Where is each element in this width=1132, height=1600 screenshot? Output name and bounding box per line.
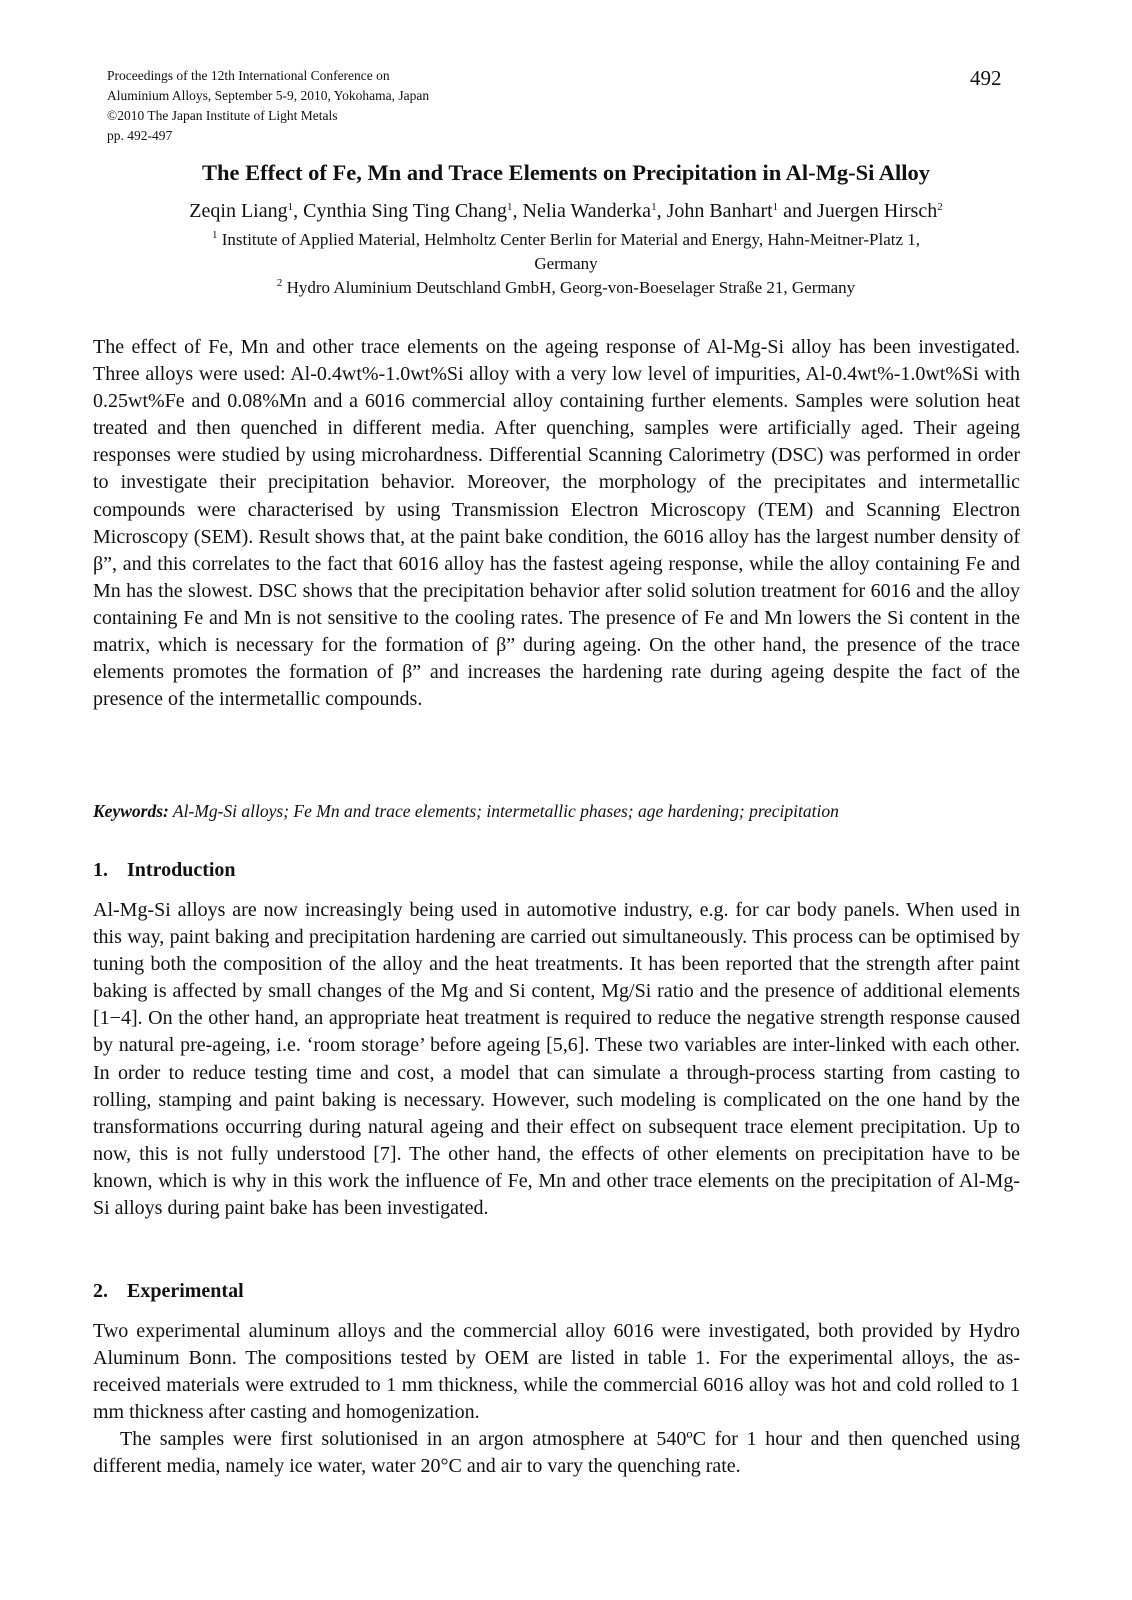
affiliation-1-country: Germany	[534, 254, 598, 273]
section-title: Introduction	[127, 859, 236, 881]
author-affiliation-mark: 1	[651, 201, 657, 213]
proceedings-line: Proceedings of the 12th International Conference on	[107, 68, 390, 83]
keywords-text: Al-Mg-Si alloys; Fe Mn and trace elements; intermetallic phases; age hardening; precipitation	[172, 801, 839, 821]
paragraph: Al-Mg-Si alloys are now increasingly being used in automotive industry, e.g. for car body panels. When used in this way, paint baking and precipitation hardening are carried out simultaneously. This process can be optimised by tuning both the composition of the alloy and the heat treatments. It has been reported that the strength after paint baking is affected by small changes of the Mg and Si content, Mg/Si ratio and the presence of additional elements [1−4]. On the other hand, an appropriate heat treatment is required to reduce the negative strength response caused by natural pre-ageing, i.e. ‘room storage’ before ageing [5,6]. These two variables are inter-linked with each other. In order to reduce testing time and cost, a model that can simulate a through-process starting from casting to rolling, stamping and paint baking is necessary. However, such modeling is complicated on the one hand by the transformations occurring during natural ageing and their effect on subsequent trace element precipitation. Up to now, this is not fully understood [7]. The other hand, the effects of other elements on precipitation have to be known, which is why in this work the influence of Fe, Mn and other trace elements on the precipitation of Al-Mg-Si alloys during paint bake has been investigated.	[93, 899, 1020, 1220]
introduction-body	[93, 897, 1020, 1222]
affiliation-mark: 2	[276, 277, 283, 289]
section-number: 2.	[93, 1280, 108, 1302]
author-affiliation-mark: 1	[287, 201, 294, 213]
paragraph: The samples were first solutionised in an argon atmosphere at 540ºC for 1 hour and then quenched using different media, namely ice water, water 20°C and air to vary the quenching rate.	[93, 1428, 1020, 1478]
author-affiliation-mark: 1	[772, 201, 779, 213]
section-heading-introduction	[93, 859, 236, 882]
affiliation-mark: 1	[211, 229, 218, 241]
section-heading-experimental	[93, 1280, 244, 1303]
proceedings-info	[107, 66, 429, 146]
abstract	[93, 334, 1020, 713]
proceedings-line: ©2010 The Japan Institute of Light Metals	[107, 108, 338, 123]
section-number: 1.	[93, 859, 108, 881]
affiliation-text: Institute of Applied Material, Helmholtz Center Berlin for Material and Energy, Hahn-Meitner-Platz 1,	[221, 230, 921, 249]
author-name: Juergen Hirsch	[817, 200, 938, 222]
paper-title: The Effect of Fe, Mn and Trace Elements on Precipitation in Al-Mg-Si Alloy	[201, 160, 931, 185]
paragraph: Two experimental aluminum alloys and the commercial alloy 6016 were investigated, both provided by Hydro Aluminum Bonn. The compositions tested by OEM are listed in table 1. For the experimental alloys, the as-received materials were extruded to 1 mm thickness, while the commercial 6016 alloy was hot and cold rolled to 1 mm thickness after casting and homogenization.	[93, 1320, 1020, 1424]
author-separator: ,	[512, 200, 523, 222]
author-affiliation-mark: 1	[507, 201, 513, 213]
author-separator: ,	[293, 200, 304, 222]
author-name: John Banhart	[666, 200, 773, 222]
author-name: Nelia Wanderka	[522, 200, 652, 222]
affiliation-1	[0, 230, 1132, 250]
affiliation-text: Hydro Aluminium Deutschland GmbH, Georg-von-Boeselager Straße 21, Germany	[286, 278, 856, 297]
experimental-body	[93, 1318, 1020, 1481]
author-list	[0, 200, 1132, 223]
author-affiliation-mark: 2	[937, 201, 943, 213]
page-number: 492	[970, 66, 1002, 90]
author-separator: ,	[656, 200, 667, 222]
author-separator: and	[778, 200, 818, 222]
abstract-text: The effect of Fe, Mn and other trace elements on the ageing response of Al-Mg-Si alloy has been investigated. Three alloys were used: Al-0.4wt%-1.0wt%Si alloy with a very low level of impurities, Al-0.4wt%-1.0wt%Si with 0.25wt%Fe and 0.08%Mn and a 6016 commercial alloy containing further elements. Samples were solution heat treated and then quenched in different media. After quenching, samples were artificially aged. Their ageing responses were studied by using microhardness. Differential Scanning Calorimetry (DSC) was performed in order to investigate their precipitation behavior. Moreover, the morphology of the precipitates and intermetallic compounds were characterised by using Transmission Electron Microscopy (TEM) and Scanning Electron Microscopy (SEM). Result shows that, at the paint bake condition, the 6016 alloy has the largest number density of β”, and this correlates to the fact that 6016 alloy has the fastest ageing response, while the alloy containing Fe and Mn has the slowest. DSC shows that the precipitation behavior after solid solution treatment for 6016 and the alloy containing Fe and Mn is not sensitive to the cooling rates. The presence of Fe and Mn lowers the Si content in the matrix, which is necessary for the formation of β” during ageing. On the other hand, the presence of the trace elements promotes the formation of β” and increases the hardening rate during ageing despite the fact of the presence of the intermetallic compounds.	[93, 336, 1020, 711]
author-name: Zeqin Liang	[189, 200, 288, 222]
proceedings-line: pp. 492-497	[107, 128, 173, 143]
author-name: Cynthia Sing Ting Chang	[303, 200, 508, 222]
keywords	[93, 801, 839, 822]
affiliation-2	[0, 278, 1132, 298]
keywords-label: Keywords:	[93, 801, 169, 821]
proceedings-line: Aluminium Alloys, September 5-9, 2010, Yokohama, Japan	[107, 88, 430, 103]
section-title: Experimental	[127, 1280, 244, 1302]
